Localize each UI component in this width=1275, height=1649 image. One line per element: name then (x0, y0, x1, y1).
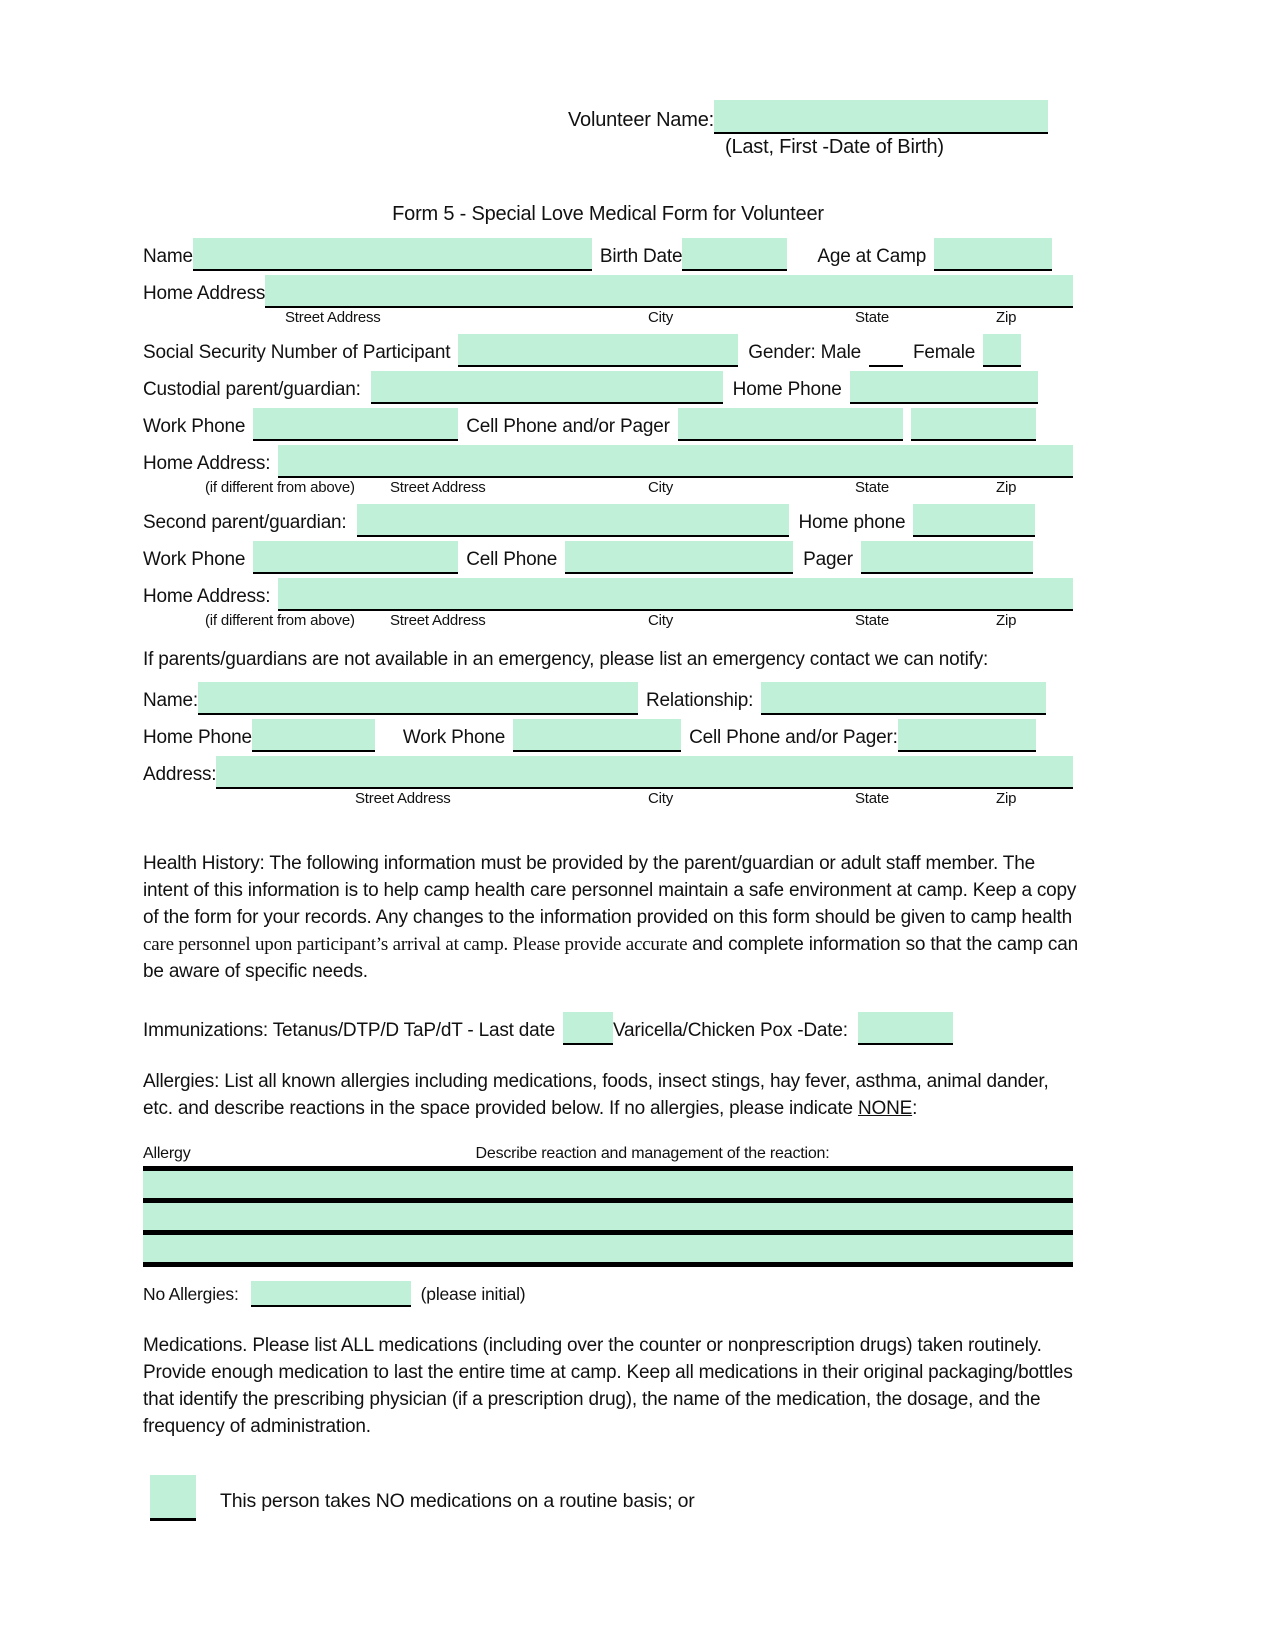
emergency-name-label: Name: (143, 690, 198, 712)
home-address-field[interactable] (265, 275, 1073, 308)
emergency-cell-pager-field[interactable] (898, 719, 1036, 752)
work-cell-row (143, 408, 1073, 441)
home-phone-field[interactable] (850, 371, 1038, 404)
second-parent-label: Second parent/guardian: (143, 512, 347, 534)
please-initial-label: (please initial) (420, 1283, 526, 1304)
address-sublabels (143, 308, 1073, 330)
if-different-label: (if different from above) (205, 479, 355, 496)
immunizations-row (143, 1012, 1073, 1045)
home-address-3-label: Home Address: (143, 586, 271, 608)
volunteer-name-field[interactable] (714, 100, 1048, 134)
custodial-label: Custodial parent/guardian: (143, 379, 361, 401)
ssn-row (143, 334, 1073, 367)
address-sublabels-3 (143, 611, 1073, 633)
birth-date-field[interactable] (682, 238, 787, 271)
home-address-3-row (143, 578, 1073, 611)
emergency-intro: If parents/guardians are not available in an emergency, please list an emergency contact we can notify: (143, 649, 989, 670)
second-cell-phone-field[interactable] (565, 541, 793, 574)
address-sublabels-2 (143, 478, 1073, 500)
female-field[interactable] (983, 334, 1021, 367)
home-address-row (143, 275, 1073, 308)
health-history-text-1: Health History: The following information must be provided by the parent/guardian or adult staff member. The intent of this information is to help camp health care personnel maintain a safe environment at camp. Keep a copy of the form for your records. Any changes to the information provided on this form should be given to camp health (143, 852, 1077, 928)
pager-label: Pager (803, 549, 853, 571)
zip-label: Zip (996, 612, 1017, 629)
reaction-col-header: Describe reaction and management of the reaction: (475, 1144, 830, 1162)
work-cell-pager-row (143, 541, 1073, 574)
name-row (143, 238, 1073, 271)
allergies-none-word: NONE (858, 1097, 913, 1119)
state-label: State (855, 479, 890, 496)
emergency-address-label: Address: (143, 764, 217, 786)
emergency-phones-row (143, 719, 1073, 752)
allergy-row-1[interactable] (143, 1166, 1073, 1198)
birth-date-label: Birth Date (599, 246, 683, 268)
second-parent-row (143, 504, 1073, 537)
second-home-phone-field[interactable] (913, 504, 1035, 537)
second-work-phone-label: Work Phone (143, 549, 246, 571)
relationship-label: Relationship: (645, 690, 754, 712)
zip-label: Zip (996, 479, 1017, 496)
health-history-paragraph (143, 851, 1078, 986)
city-label: City (648, 789, 674, 807)
form-title: Form 5 - Special Love Medical Form for Volunteer (392, 203, 824, 225)
home-address-2-row (143, 445, 1073, 478)
emergency-name-field[interactable] (198, 682, 638, 715)
city-label: City (648, 612, 674, 629)
allergies-paragraph (143, 1069, 1078, 1123)
health-history-text-serif: care personnel upon participant’s arrival at camp. Please provide accurate (143, 933, 692, 955)
state-label: State (855, 309, 890, 326)
emergency-address-field[interactable] (216, 756, 1073, 789)
second-work-phone-field[interactable] (253, 541, 458, 574)
medications-paragraph: Medications. Please list ALL medications (including over the counter or nonprescription drugs) taken routinely. Provide enough medication to last the entire time at camp. Keep all medications in their original packaging/bottles that identify the prescribing physician (if a prescription drug), the name of the medication, the dosage, and the frequency of administration. (143, 1334, 1073, 1437)
ssn-label: Social Security Number of Participant (143, 342, 451, 364)
if-different-label: (if different from above) (205, 612, 355, 629)
name-field[interactable] (193, 238, 592, 271)
address-sublabels-4 (143, 789, 1073, 811)
pager-field[interactable] (861, 541, 1033, 574)
home-address-label: Home Address (143, 283, 266, 305)
female-label: Female (913, 342, 976, 364)
home-address-2-field[interactable] (278, 445, 1073, 478)
custodial-row (143, 371, 1073, 404)
allergies-colon: : (912, 1097, 918, 1119)
work-phone-label: Work Phone (143, 416, 246, 438)
allergy-table-header (143, 1145, 1073, 1166)
volunteer-name-label: Volunteer Name: (568, 109, 714, 131)
zip-label: Zip (996, 309, 1017, 326)
state-label: State (855, 612, 890, 629)
no-allergies-initial-field[interactable] (251, 1281, 411, 1307)
no-allergies-label: No Allergies: (143, 1283, 239, 1304)
immunizations-label: Immunizations: Tetanus/DTP/D TaP/dT - Last date (143, 1019, 555, 1041)
cell-pager-field[interactable] (678, 408, 903, 441)
city-label: City (648, 309, 674, 326)
age-at-camp-field[interactable] (934, 238, 1052, 271)
second-parent-field[interactable] (357, 504, 789, 537)
no-medications-label: This person takes NO medications on a routine basis; or (220, 1490, 695, 1513)
name-label: Name (143, 246, 193, 268)
allergies-intro-text: Allergies: List all known allergies including medications, foods, insect stings, hay fever, asthma, animal dander, etc. and describe reactions in the space provided below. If no allergies, please indicate (143, 1070, 1049, 1119)
allergy-table (143, 1145, 1073, 1267)
emergency-home-phone-field[interactable] (252, 719, 375, 752)
street-address-label: Street Address (390, 479, 486, 496)
no-medications-checkbox[interactable] (150, 1475, 196, 1521)
male-blank[interactable] (869, 334, 903, 367)
home-address-2-label: Home Address: (143, 453, 271, 475)
no-allergies-row (143, 1281, 1073, 1307)
no-medications-row (150, 1475, 1073, 1521)
volunteer-name-hint: (Last, First -Date of Birth) (725, 136, 944, 158)
cell-pager-label: Cell Phone and/or Pager (466, 416, 670, 438)
emergency-home-phone-label: Home Phone (143, 727, 252, 749)
varicella-label: Varicella/Chicken Pox -Date: (612, 1019, 848, 1041)
emergency-work-phone-field[interactable] (513, 719, 681, 752)
cell-pager-field-2[interactable] (911, 408, 1036, 441)
street-address-label: Street Address (355, 789, 451, 807)
home-address-3-field[interactable] (278, 578, 1073, 611)
second-home-phone-label: Home phone (798, 512, 906, 534)
relationship-field[interactable] (761, 682, 1046, 715)
street-address-label: Street Address (390, 612, 486, 629)
health-history-text-2: and complete information so that the camp can be aware of specific needs. (143, 933, 1078, 982)
zip-label: Zip (996, 789, 1017, 807)
emergency-cell-pager-label: Cell Phone and/or Pager: (689, 727, 898, 749)
work-phone-field[interactable] (253, 408, 458, 441)
gender-male-label: Gender: Male (748, 342, 862, 364)
custodial-parent-field[interactable] (371, 371, 723, 404)
emergency-address-row (143, 756, 1073, 789)
allergy-col-header: Allergy (143, 1144, 191, 1162)
allergy-row-3[interactable] (143, 1230, 1073, 1262)
emergency-work-phone-label: Work Phone (402, 727, 506, 749)
city-label: City (648, 479, 674, 496)
home-phone-label: Home Phone (732, 379, 842, 401)
street-address-label: Street Address (285, 309, 381, 326)
emergency-name-row (143, 682, 1073, 715)
age-at-camp-label: Age at Camp (817, 246, 927, 268)
second-cell-phone-label: Cell Phone (466, 549, 558, 571)
ssn-field[interactable] (458, 334, 738, 367)
tetanus-date-field[interactable] (563, 1012, 613, 1045)
varicella-date-field[interactable] (858, 1012, 953, 1045)
state-label: State (855, 789, 890, 807)
allergy-row-2[interactable] (143, 1198, 1073, 1230)
